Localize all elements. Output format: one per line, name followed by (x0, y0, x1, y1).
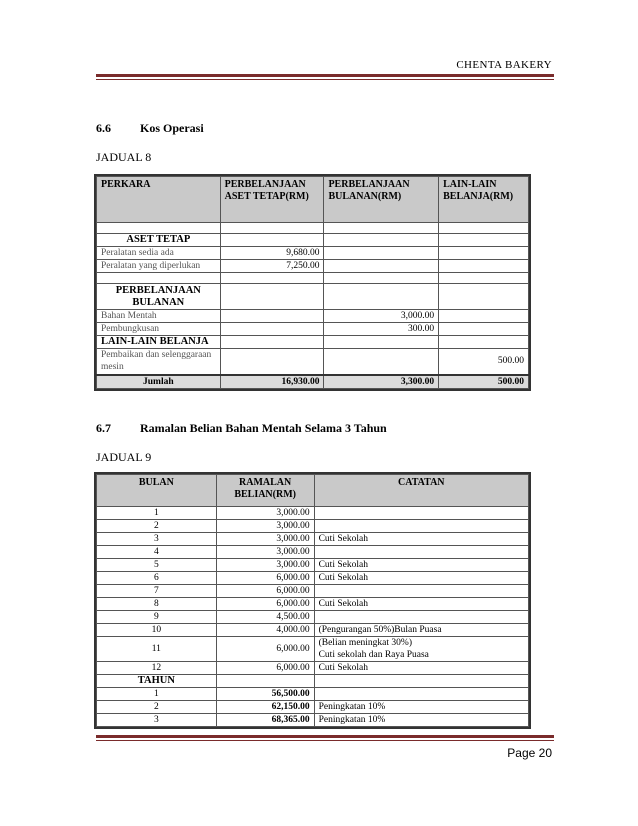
table-cell: 4,500.00 (216, 611, 314, 624)
table-cell: 500.00 (439, 349, 529, 375)
table-cell: 3,000.00 (324, 310, 439, 323)
table-row (97, 507, 529, 520)
section-title: Ramalan Belian Bahan Mentah Selama 3 Tahun (140, 421, 387, 435)
table-cell: 7 (97, 585, 217, 598)
note-text: (Belian meningkat 30%) (318, 638, 412, 648)
note-text: Cuti Sekolah (318, 663, 368, 673)
table-cell (314, 624, 528, 637)
table-cell: 3,000.00 (216, 533, 314, 546)
table-row (97, 688, 529, 701)
table-cell: 3,000.00 (216, 507, 314, 520)
table-cell: 8 (97, 598, 217, 611)
table-cell: 3,000.00 (216, 559, 314, 572)
table-cell: Peralatan sedia ada (97, 247, 221, 260)
table-cell (314, 688, 528, 701)
table-row (97, 559, 529, 572)
table-cell: 6,000.00 (216, 637, 314, 662)
table-cell: 3 (97, 714, 217, 727)
table-row (97, 533, 529, 546)
page-number: Page 20 (507, 746, 552, 760)
header-rule-thin (96, 79, 554, 80)
table-cell (314, 559, 528, 572)
table-cell (314, 507, 528, 520)
group-perbelanjaan-bulanan: PERBELANJAAN BULANAN (97, 284, 221, 310)
table-cell (314, 533, 528, 546)
table-cell: 6 (97, 572, 217, 585)
note-text: Cuti Sekolah (318, 599, 368, 609)
table-row (97, 624, 529, 637)
table-cell (314, 662, 528, 675)
footer-rule (96, 735, 554, 738)
note-text: Cuti Sekolah (318, 560, 368, 570)
table-cell: 300.00 (324, 323, 439, 336)
section-heading-6-7 (96, 421, 387, 436)
table-cell: 3,000.00 (216, 546, 314, 559)
table-cell: 6,000.00 (216, 585, 314, 598)
note-text: Cuti Sekolah (318, 573, 368, 583)
table-caption-9: JADUAL 9 (96, 450, 152, 464)
total-bulanan: 3,300.00 (324, 375, 439, 389)
table-row (97, 572, 529, 585)
col-header-lain: LAIN-LAIN BELANJA(RM) (439, 177, 529, 223)
table-cell: 11 (97, 637, 217, 662)
table-row (97, 585, 529, 598)
table-cell (314, 572, 528, 585)
table-cell: 6,000.00 (216, 662, 314, 675)
table-cell: 62,150.00 (216, 701, 314, 714)
table-cell: Peralatan yang diperlukan (97, 260, 221, 273)
table-cell: 1 (97, 507, 217, 520)
section-number: 6.6 (96, 121, 111, 135)
table-cell: 4 (97, 546, 217, 559)
table-cell (314, 546, 528, 559)
section-title: Kos Operasi (140, 121, 204, 135)
total-label: Jumlah (97, 375, 221, 389)
total-lain: 500.00 (439, 375, 529, 389)
table-cell: 12 (97, 662, 217, 675)
table-row (97, 662, 529, 675)
col-header-aset: PERBELANJAAN ASET TETAP(RM) (220, 177, 324, 223)
table-cell: Bahan Mentah (97, 310, 221, 323)
year-group-label: TAHUN (97, 675, 217, 688)
table-cell: 4,000.00 (216, 624, 314, 637)
section-number: 6.7 (96, 421, 111, 435)
col-header-bulan: BULAN (97, 475, 217, 507)
table-cell: Pembaikan dan selenggaraan mesin (97, 349, 221, 375)
table-cell: Pembungkusan (97, 323, 221, 336)
note-text: Cuti sekolah dan Raya Puasa (318, 650, 429, 660)
table-row (97, 520, 529, 533)
table-cell: 10 (97, 624, 217, 637)
operating-cost-table (96, 176, 529, 389)
table-cell (314, 611, 528, 624)
col-header-ramalan: RAMALAN BELIAN(RM) (216, 475, 314, 507)
col-header-catatan: CATATAN (314, 475, 528, 507)
table-row (97, 701, 529, 714)
group-lain-lain-belanja: LAIN-LAIN BELANJA (97, 336, 221, 349)
header-rule (96, 74, 554, 77)
table-cell: Peningkatan 10% (314, 701, 528, 714)
table-row (97, 598, 529, 611)
footer-rule-thin (96, 740, 554, 741)
table-row (97, 611, 529, 624)
col-header-perkara: PERKARA (97, 177, 221, 223)
table-cell (314, 585, 528, 598)
table-cell: Peningkatan 10% (314, 714, 528, 727)
table-cell: 3 (97, 533, 217, 546)
table-cell (314, 637, 528, 662)
table-cell: 9 (97, 611, 217, 624)
table-cell: 2 (97, 701, 217, 714)
table-cell: 6,000.00 (216, 572, 314, 585)
table-caption-8: JADUAL 8 (96, 150, 152, 164)
table-cell: 7,250.00 (220, 260, 324, 273)
table-cell: 56,500.00 (216, 688, 314, 701)
purchase-forecast-table (96, 474, 529, 727)
table-cell (314, 598, 528, 611)
table-cell: 5 (97, 559, 217, 572)
table-cell: 9,680.00 (220, 247, 324, 260)
table-cell: 3,000.00 (216, 520, 314, 533)
total-aset: 16,930.00 (220, 375, 324, 389)
note-text: (Pengurangan 50%)Bulan Puasa (318, 625, 442, 635)
table-cell (314, 520, 528, 533)
table-cell: 1 (97, 688, 217, 701)
table-cell: 2 (97, 520, 217, 533)
section-heading-6-6 (96, 121, 204, 136)
col-header-bulanan: PERBELANJAAN BULANAN(RM) (324, 177, 439, 223)
table-cell: 6,000.00 (216, 598, 314, 611)
group-aset-tetap: ASET TETAP (97, 234, 221, 247)
header-title: CHENTA BAKERY (456, 59, 552, 71)
note-text: Cuti Sekolah (318, 534, 368, 544)
table-row (97, 714, 529, 727)
table-row (97, 546, 529, 559)
table-cell: 68,365.00 (216, 714, 314, 727)
table-row (97, 637, 529, 662)
